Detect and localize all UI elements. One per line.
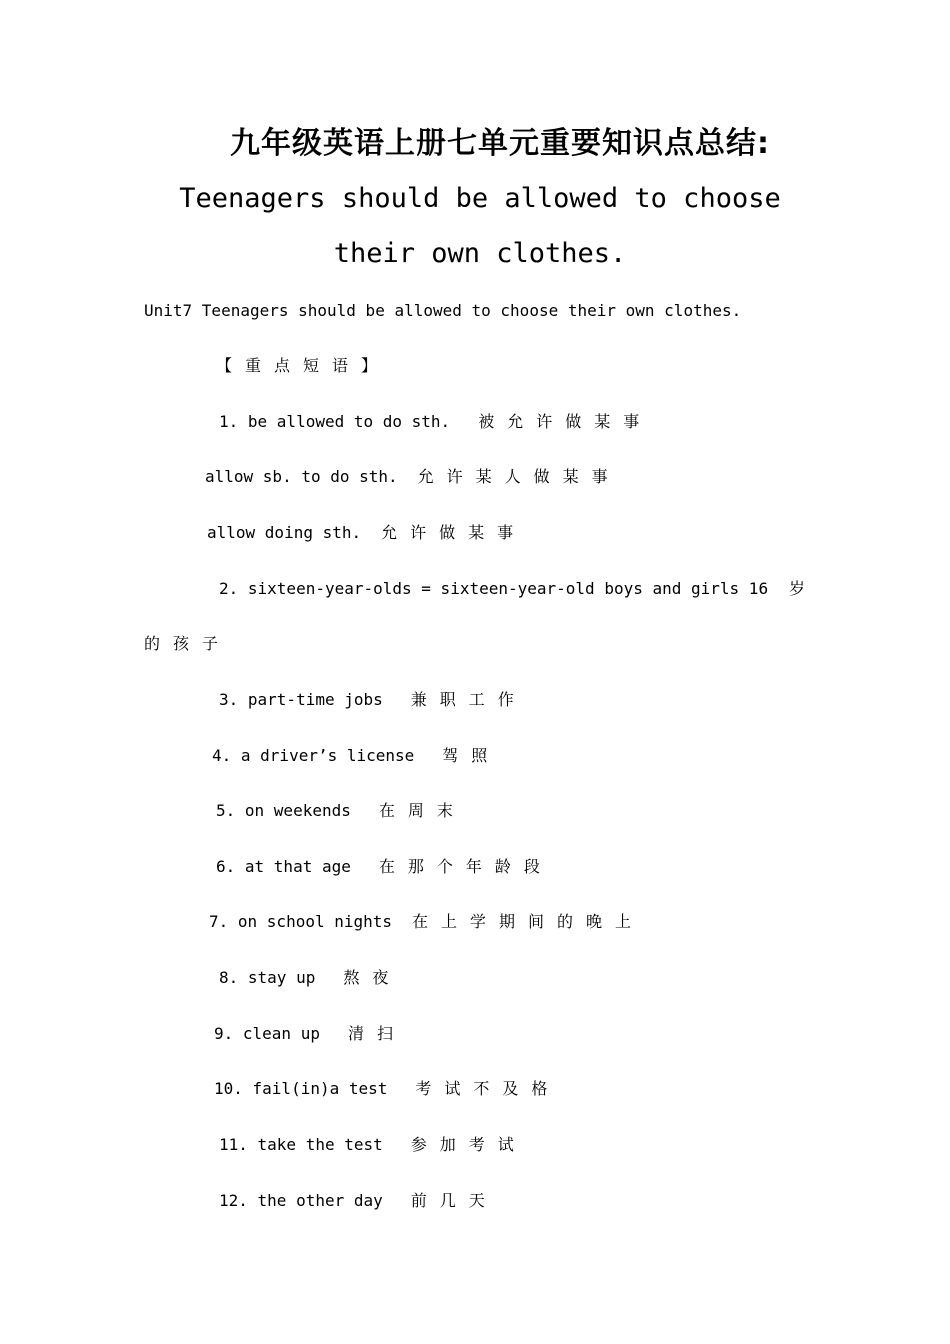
phrase-english: 6. at that age (216, 857, 351, 876)
phrase-chinese: 清扫 (347, 1024, 406, 1043)
phrase-chinese: 考试不及格 (415, 1079, 561, 1098)
phrase-chinese-continued: 的孩子 (144, 634, 232, 653)
document-title-english-line-2: their own clothes. (333, 238, 627, 269)
phrase-chinese: 允许做某事 (381, 523, 527, 542)
phrase-english: 1. be allowed to do sth. (219, 412, 451, 431)
phrase-english: allow doing sth. (207, 523, 362, 542)
phrase-item (219, 1135, 527, 1155)
phrase-english: 4. a driver’s license (212, 746, 415, 765)
phrase-chinese: 兼职工作 (410, 690, 527, 709)
phrase-english: 5. on weekends (216, 801, 351, 820)
phrase-chinese: 被允许做某事 (478, 412, 653, 431)
document-title-chinese: 九年级英语上册七单元重要知识点总结: (230, 126, 770, 161)
phrase-english: 3. part-time jobs (219, 690, 383, 709)
phrase-item (214, 1024, 406, 1044)
phrase-item (216, 801, 466, 821)
phrase-item (219, 1191, 498, 1211)
phrase-item (219, 579, 768, 599)
phrase-english: 2. sixteen-year-olds = sixteen-year-old boys and girls 16 (219, 579, 769, 598)
phrase-item (219, 690, 527, 710)
document-title-english-line-1: Teenagers should be allowed to choose (179, 183, 781, 214)
phrase-english: allow sb. to do sth. (205, 467, 398, 486)
phrase-english: 12. the other day (219, 1191, 383, 1210)
phrase-english: 9. clean up (214, 1024, 320, 1043)
phrase-chinese: 在那个年龄段 (378, 857, 553, 876)
phrase-item (212, 746, 500, 766)
phrase-item (216, 857, 553, 877)
phrase-item (205, 467, 621, 487)
phrase-item (219, 968, 401, 988)
phrase-item (207, 523, 526, 543)
section-header-key-phrases: 【重点短语】 (216, 356, 391, 375)
phrase-chinese: 前几天 (410, 1191, 498, 1210)
phrase-chinese: 允许某人做某事 (417, 467, 621, 486)
unit-heading: Unit7 Teenagers should be allowed to choose their own clothes. (144, 301, 742, 320)
phrase-chinese: 在上学期间的晚上 (412, 912, 645, 931)
phrase-chinese: 在周末 (378, 801, 466, 820)
phrase-chinese: 参加考试 (410, 1135, 527, 1154)
phrase-item (209, 912, 644, 932)
phrase-english: 10. fail(in)a test (214, 1079, 388, 1098)
phrase-english: 8. stay up (219, 968, 316, 987)
phrase-english: 11. take the test (219, 1135, 383, 1154)
phrase-item (219, 412, 652, 432)
phrase-item (214, 1079, 560, 1099)
phrase-chinese: 岁 (789, 579, 819, 598)
phrase-chinese: 熬夜 (343, 968, 402, 987)
phrase-english: 7. on school nights (209, 912, 393, 931)
phrase-chinese: 驾照 (442, 746, 501, 765)
